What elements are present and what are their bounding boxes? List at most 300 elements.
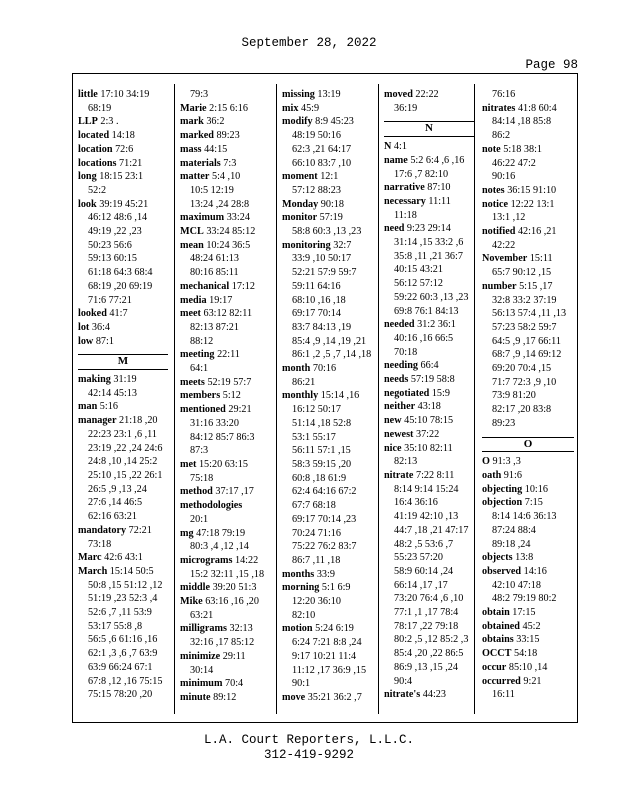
page-line-refs: 5:18 38:1 xyxy=(503,143,543,155)
page-line-refs: 31:14 ,15 33:2 ,6 xyxy=(394,237,464,249)
page-line-refs: 75:22 76:2 83:7 xyxy=(292,541,357,553)
page-line-refs: 80:3 ,4 ,12 ,14 xyxy=(190,541,249,553)
index-term: moved xyxy=(384,89,413,100)
index-entry xyxy=(482,606,574,620)
page-line-refs: 89:12 xyxy=(213,691,237,703)
page-line-refs: 17:10 34:19 xyxy=(100,89,150,100)
index-term: Marie xyxy=(180,102,207,114)
page-line-refs: 87:1 xyxy=(95,335,114,347)
index-term: objecting xyxy=(482,483,523,495)
index-term: needed xyxy=(384,319,415,331)
page-line-refs: 57:19 58:8 xyxy=(410,374,455,386)
page-line-refs: 54:18 xyxy=(513,648,538,660)
page-line-refs: 41:19 42:10 ,13 xyxy=(394,511,459,523)
page-line-refs: 56:12 57:12 xyxy=(394,278,443,290)
index-entry xyxy=(282,170,372,184)
page-line-refs: 10:16 xyxy=(524,483,548,495)
page-line-refs: 82:13 xyxy=(394,456,418,468)
index-entry xyxy=(180,527,270,541)
page-line-refs: 82:13 87:21 xyxy=(190,321,239,333)
index-entry xyxy=(384,222,474,236)
index-entry xyxy=(180,307,270,321)
page-line-refs: 69:8 76:1 84:13 xyxy=(394,305,459,317)
page-line-refs: 15:14 ,16 xyxy=(320,390,360,402)
page-number: Page 98 xyxy=(525,58,578,72)
page-line-refs: 35:21 36:2 ,7 xyxy=(307,691,362,703)
page-line-refs: 7:22 8:11 xyxy=(415,469,455,481)
page-line-refs: 33:9 ,10 50:17 xyxy=(292,253,352,265)
index-term: methodologies xyxy=(180,500,243,512)
index-entry xyxy=(384,195,474,209)
index-entry xyxy=(482,455,574,469)
page-line-refs: 8:14 9:14 15:24 xyxy=(394,483,459,495)
page-line-refs: 56:13 57:4 ,11 ,13 xyxy=(492,308,567,320)
page-line-refs: 67:8 ,12 ,16 75:15 xyxy=(88,675,163,687)
page-line-refs: 8:9 45:23 xyxy=(315,116,354,128)
page-line-refs: 7:3 xyxy=(223,157,237,169)
index-entry xyxy=(78,414,168,428)
page-line-refs: 49:19 ,22 ,23 xyxy=(88,226,142,238)
index-entry xyxy=(482,143,574,157)
index-entry xyxy=(384,387,474,401)
page-line-refs: 68:19 xyxy=(88,102,112,114)
index-term: look xyxy=(78,198,97,210)
index-entry xyxy=(482,280,574,294)
index-entry xyxy=(384,88,474,102)
page-line-refs: 17:6 ,7 82:10 xyxy=(394,168,449,180)
page-line-refs: 9:21 xyxy=(523,675,542,687)
index-entry xyxy=(482,496,574,510)
page-line-refs: 14:18 xyxy=(111,130,135,142)
page-line-refs: 82:10 xyxy=(292,609,316,621)
page-line-refs: 75:15 78:20 ,20 xyxy=(88,689,153,701)
page-line-refs: 62:1 ,3 ,6 ,7 63:9 xyxy=(88,648,158,660)
index-term: name xyxy=(384,154,408,166)
page-line-refs: 39:20 51:3 xyxy=(212,582,257,594)
page-line-refs: 90:18 xyxy=(320,198,344,210)
index-entry xyxy=(180,403,270,417)
index-entry xyxy=(78,400,168,414)
index-entry xyxy=(180,389,270,403)
index-entry xyxy=(384,442,474,456)
index-entry xyxy=(180,677,270,691)
word-index-frame xyxy=(72,73,578,723)
page-line-refs: 39:19 45:21 xyxy=(99,198,149,210)
page-line-refs: 15:20 63:15 xyxy=(198,458,248,470)
index-term: nitrate's xyxy=(384,689,421,701)
index-term: notes xyxy=(482,184,505,196)
page-line-refs: 11:18 xyxy=(394,209,417,221)
index-term: need xyxy=(384,223,405,235)
page-line-refs: 16:11 xyxy=(492,689,515,701)
index-term: minute xyxy=(180,691,211,703)
page-line-refs: 10:24 36:5 xyxy=(206,239,251,251)
index-term: micrograms xyxy=(180,554,233,566)
index-entry xyxy=(180,239,270,253)
page-line-refs: 44:23 xyxy=(422,689,446,701)
index-entry xyxy=(180,129,270,143)
index-term: making xyxy=(78,374,111,386)
index-entry xyxy=(180,458,270,472)
page-line-refs: 71:21 xyxy=(119,157,143,169)
page-line-refs: 33:9 xyxy=(316,568,335,580)
page-line-refs: 66:4 xyxy=(420,360,439,372)
index-term: mix xyxy=(282,102,299,114)
index-term: mass xyxy=(180,143,202,155)
page-line-refs: 32:13 xyxy=(229,623,253,635)
page-line-refs: 85:10 ,14 xyxy=(508,661,548,673)
page-line-refs: 89:23 xyxy=(216,130,240,142)
page-line-refs: 72:21 xyxy=(128,524,152,536)
index-entry xyxy=(384,400,474,414)
page-line-refs: 67:7 68:18 xyxy=(292,500,336,512)
page-line-refs: 62:4 64:16 67:2 xyxy=(292,486,357,498)
page-line-refs: 53:17 55:8 ,8 xyxy=(88,620,143,632)
page-line-refs: 91:3 ,3 xyxy=(492,456,521,468)
index-column-1 xyxy=(78,88,168,718)
index-term: moment xyxy=(282,171,318,183)
page-line-refs: 15:2 32:11 ,15 ,18 xyxy=(190,568,265,580)
index-term: nitrate xyxy=(384,469,414,481)
index-term: needs xyxy=(384,374,409,386)
page-line-refs: 79:3 xyxy=(190,89,209,100)
page-line-refs: 11:12 ,17 36:9 ,15 xyxy=(292,664,367,676)
page-line-refs: 48:19 50:16 xyxy=(292,130,341,142)
page-line-refs: 57:23 58:2 59:7 xyxy=(492,321,557,333)
index-term: locations xyxy=(78,157,117,169)
index-term: met xyxy=(180,458,197,470)
index-entry xyxy=(482,647,574,661)
page-line-refs: 9:17 10:21 11:4 xyxy=(292,650,357,662)
index-entry xyxy=(482,252,574,266)
page-line-refs: 25:10 ,15 ,22 26:1 xyxy=(88,469,163,481)
index-entry xyxy=(482,184,574,198)
index-term: neither xyxy=(384,401,416,413)
page-line-refs: 59:22 60:3 ,13 ,23 xyxy=(394,291,469,303)
page-line-refs: 86:1 ,2 ,5 ,7 ,14 ,18 xyxy=(292,349,372,361)
page-line-refs: 23:19 ,22 ,24 24:6 xyxy=(88,442,163,454)
index-term: months xyxy=(282,568,315,580)
page-line-refs: 33:15 xyxy=(516,634,540,646)
page-line-refs: 5:24 6:19 xyxy=(315,623,354,635)
index-term: occurred xyxy=(482,675,521,687)
page-line-refs: 27:6 ,14 46:5 xyxy=(88,497,143,509)
index-term: N xyxy=(384,141,392,153)
page-line-refs: 50:23 56:6 xyxy=(88,239,132,251)
index-term: obtained xyxy=(482,620,520,632)
page-line-refs: 13:8 xyxy=(515,552,534,564)
page-line-refs: 5:16 xyxy=(99,401,118,413)
reporter-name: L.A. Court Reporters, L.L.C. xyxy=(203,733,415,747)
page-line-refs: 48:2 ,5 53:6 ,7 xyxy=(394,538,454,550)
index-term: move xyxy=(282,691,306,703)
index-term: notice xyxy=(482,198,509,210)
page-line-refs: 86:7 ,11 ,18 xyxy=(292,554,341,566)
page-line-refs: 89:23 xyxy=(492,417,516,429)
page-line-refs: 58:9 60:14 ,24 xyxy=(394,565,454,577)
page-line-refs: 52:19 57:7 xyxy=(207,376,252,388)
page-line-refs: 73:18 xyxy=(88,538,112,550)
index-entry xyxy=(78,88,168,102)
index-entry xyxy=(180,499,270,513)
page-line-refs: 15:11 xyxy=(529,253,553,265)
page-line-refs: 65:7 90:12 ,15 xyxy=(492,267,552,279)
page-line-refs: 45:2 xyxy=(522,620,541,632)
page-line-refs: 12:1 xyxy=(320,171,339,183)
index-term: morning xyxy=(282,582,320,594)
page-line-refs: 5:4 ,10 xyxy=(211,171,241,183)
page-line-refs: 29:21 xyxy=(228,404,252,416)
index-term: looked xyxy=(78,308,107,320)
page-line-refs: 29:11 xyxy=(222,650,246,662)
index-term: motion xyxy=(282,623,313,635)
page-line-refs: 52:2 xyxy=(88,184,107,196)
index-entry xyxy=(384,140,474,154)
page-line-refs: 89:18 ,24 xyxy=(492,538,531,550)
index-term: media xyxy=(180,294,207,306)
page-line-refs: 52:6 ,7 ,11 53:9 xyxy=(88,607,152,619)
index-entry xyxy=(78,335,168,349)
index-term: nitrates xyxy=(482,102,516,114)
index-term: November xyxy=(482,253,528,265)
index-term: nice xyxy=(384,442,402,454)
index-entry xyxy=(180,225,270,239)
index-term: mean xyxy=(180,239,204,251)
index-term: low xyxy=(78,335,94,347)
page-line-refs: 17:15 xyxy=(512,607,536,619)
index-term: new xyxy=(384,415,402,427)
index-term: mandatory xyxy=(78,524,127,536)
page-line-refs: 21:18 ,20 xyxy=(119,415,158,427)
page-line-refs: 63:21 xyxy=(190,609,214,621)
page-line-refs: 62:3 ,21 64:17 xyxy=(292,143,352,155)
index-entry xyxy=(482,675,574,689)
page-line-refs: 85:4 ,20 ,22 86:5 xyxy=(394,648,464,660)
page-line-refs: 40:16 ,16 66:5 xyxy=(394,332,454,344)
index-term: OCCT xyxy=(482,648,512,660)
index-term: mechanical xyxy=(180,280,230,292)
page-line-refs: 45:9 xyxy=(300,102,320,114)
page-line-refs: 40:15 43:21 xyxy=(394,264,443,276)
page-line-refs: 62:16 63:21 xyxy=(88,511,137,523)
page-line-refs: 59:11 64:16 xyxy=(292,280,341,292)
index-term: long xyxy=(78,171,97,183)
page-line-refs: 14:16 xyxy=(523,565,547,577)
page-line-refs: 20:1 xyxy=(190,513,209,525)
page-line-refs: 71:7 72:3 ,9 ,10 xyxy=(492,376,557,388)
page-line-refs: 69:17 70:14 ,23 xyxy=(292,513,357,525)
page-line-refs: 57:19 xyxy=(319,212,343,224)
index-term: negotiated xyxy=(384,387,430,399)
page-line-refs: 42:16 ,21 xyxy=(517,226,557,238)
page-line-refs: 56:11 57:1 ,15 xyxy=(292,445,351,457)
page-line-refs: 87:10 xyxy=(427,182,451,194)
column-divider xyxy=(174,84,175,714)
page-line-refs: 41:8 60:4 xyxy=(517,102,557,114)
index-term: method xyxy=(180,486,213,498)
index-entry xyxy=(78,170,168,184)
page-line-refs: 57:12 88:23 xyxy=(292,184,341,196)
page-line-refs: 83:7 84:13 ,19 xyxy=(292,321,352,333)
page-line-refs: 76:16 xyxy=(492,89,516,100)
page-line-refs: 11:11 xyxy=(428,195,451,207)
page-line-refs: 56:5 ,6 61:16 ,16 xyxy=(88,634,158,646)
index-entry xyxy=(78,307,168,321)
section-letter-o: O xyxy=(482,437,574,453)
index-term: missing xyxy=(282,89,315,100)
page-line-refs: 12:20 36:10 xyxy=(292,596,341,608)
index-term: objects xyxy=(482,552,513,564)
index-entry xyxy=(482,551,574,565)
page-line-refs: 26:5 ,9 ,13 ,24 xyxy=(88,483,147,495)
index-entry xyxy=(482,661,574,675)
page-line-refs: 37:17 ,17 xyxy=(215,486,254,498)
index-term: lot xyxy=(78,321,90,333)
page-line-refs: 70:24 71:16 xyxy=(292,527,341,539)
page-line-refs: 59:13 60:15 xyxy=(88,253,137,265)
page-line-refs: 58:3 59:15 ,20 xyxy=(292,458,352,470)
page-line-refs: 68:19 ,20 69:19 xyxy=(88,280,153,292)
page-line-refs: 77:1 ,1 ,17 78:4 xyxy=(394,607,459,619)
index-entry xyxy=(384,469,474,483)
index-entry xyxy=(180,650,270,664)
index-term: Marc xyxy=(78,552,102,564)
page-line-refs: 31:2 36:1 xyxy=(417,319,456,331)
index-entry xyxy=(384,181,474,195)
index-column-3 xyxy=(282,88,372,718)
index-entry xyxy=(180,622,270,636)
index-entry xyxy=(78,321,168,335)
page-line-refs: 86:9 ,13 ,15 ,24 xyxy=(394,661,458,673)
index-term: location xyxy=(78,143,113,155)
index-entry xyxy=(482,633,574,647)
page-line-refs: 63:16 ,16 ,20 xyxy=(205,596,259,608)
index-entry xyxy=(482,565,574,579)
index-entry xyxy=(78,551,168,565)
index-entry xyxy=(282,239,372,253)
page-line-refs: 9:23 29:14 xyxy=(406,223,451,235)
page-line-refs: 36:4 xyxy=(91,321,110,333)
page-line-refs: 60:8 ,18 61:9 xyxy=(292,472,347,484)
index-entry xyxy=(78,373,168,387)
index-entry xyxy=(78,129,168,143)
page-line-refs: 61:18 64:3 68:4 xyxy=(88,267,153,279)
index-entry xyxy=(384,318,474,332)
page-line-refs: 12:22 13:1 xyxy=(510,198,555,210)
page-line-refs: 84:14 ,18 85:8 xyxy=(492,116,552,128)
index-entry xyxy=(482,225,574,239)
index-term: oath xyxy=(482,469,502,481)
page-line-refs: 5:2 6:4 ,6 ,16 xyxy=(410,154,465,166)
page-line-refs: 55:23 57:20 xyxy=(394,552,443,564)
index-entry xyxy=(282,568,372,582)
index-term: LLP xyxy=(78,116,98,128)
index-entry xyxy=(282,362,372,376)
index-entry xyxy=(282,581,372,595)
index-term: maximum xyxy=(180,212,225,224)
reporter-phone: 312-419-9292 xyxy=(263,748,354,762)
index-term: monthly xyxy=(282,390,319,402)
page-line-refs: 7:15 xyxy=(524,497,543,509)
index-term: newest xyxy=(384,428,414,440)
page-line-refs: 13:19 xyxy=(317,89,341,100)
index-entry xyxy=(180,115,270,129)
page-line-refs: 30:14 xyxy=(190,664,214,676)
index-term: meeting xyxy=(180,349,215,361)
index-entry xyxy=(180,348,270,362)
page-line-refs: 45:10 78:15 xyxy=(404,415,454,427)
page-line-refs: 42:14 45:13 xyxy=(88,387,137,399)
index-term: little xyxy=(78,89,98,100)
index-term: middle xyxy=(180,582,211,594)
index-term: mg xyxy=(180,527,194,539)
index-entry xyxy=(482,198,574,212)
page-line-refs: 90:16 xyxy=(492,171,516,183)
page-line-refs: 37:22 xyxy=(415,428,440,440)
index-term: occur xyxy=(482,661,507,673)
page-line-refs: 84:12 85:7 86:3 xyxy=(190,431,255,443)
index-term: monitoring xyxy=(282,239,331,251)
page-line-refs: 13:1 ,12 xyxy=(492,212,526,224)
page-line-refs: 58:8 60:3 ,13 ,23 xyxy=(292,226,362,238)
index-term: necessary xyxy=(384,195,426,207)
index-entry xyxy=(78,198,168,212)
index-term: narrative xyxy=(384,182,425,194)
page-line-refs: 48:24 61:13 xyxy=(190,253,239,265)
index-entry xyxy=(78,157,168,171)
page-line-refs: 8:14 14:6 36:13 xyxy=(492,511,557,523)
page-line-refs: 82:17 ,20 83:8 xyxy=(492,404,552,416)
index-entry xyxy=(180,170,270,184)
index-entry xyxy=(384,428,474,442)
page-line-refs: 33:24 85:12 xyxy=(206,226,256,238)
index-term: Monday xyxy=(282,198,319,210)
page-line-refs: 22:23 23:1 ,6 ,11 xyxy=(88,428,157,440)
index-column-2 xyxy=(180,88,270,718)
section-letter-m: M xyxy=(78,354,168,370)
column-divider xyxy=(474,84,475,714)
page-line-refs: 90:4 xyxy=(394,675,413,687)
index-term: man xyxy=(78,401,98,413)
index-term: marked xyxy=(180,130,214,142)
page-line-refs: 6:24 7:21 8:8 ,24 xyxy=(292,637,362,649)
page-line-refs: 4:1 xyxy=(393,141,407,153)
page-line-refs: 19:17 xyxy=(209,294,233,306)
page-line-refs: 90:1 xyxy=(292,678,311,690)
page-line-refs: 17:12 xyxy=(231,280,255,292)
page-line-refs: 78:17 ,22 79:18 xyxy=(394,620,459,632)
index-entry xyxy=(282,389,372,403)
index-term: monitor xyxy=(282,212,318,224)
page-line-refs: 15:14 50:5 xyxy=(109,565,154,577)
page-line-refs: 16:4 36:16 xyxy=(394,497,438,509)
page-line-refs: 41:7 xyxy=(109,308,128,320)
page-line-refs: 32:16 ,17 85:12 xyxy=(190,637,255,649)
index-term: O xyxy=(482,456,490,468)
page-line-refs: 16:12 50:17 xyxy=(292,404,341,416)
index-term: month xyxy=(282,363,311,375)
index-term: mark xyxy=(180,116,204,128)
page-line-refs: 47:18 79:19 xyxy=(196,527,246,539)
index-entry xyxy=(78,115,168,129)
index-term: obtains xyxy=(482,634,514,646)
page-line-refs: 13:24 ,24 28:8 xyxy=(190,198,250,210)
page-line-refs: 42:6 43:1 xyxy=(104,552,143,564)
page-line-refs: 72:6 xyxy=(115,143,134,155)
transcript-date: September 28, 2022 xyxy=(241,36,377,50)
index-entry xyxy=(482,469,574,483)
page-line-refs: 35:8 ,11 ,21 36:7 xyxy=(394,250,463,262)
